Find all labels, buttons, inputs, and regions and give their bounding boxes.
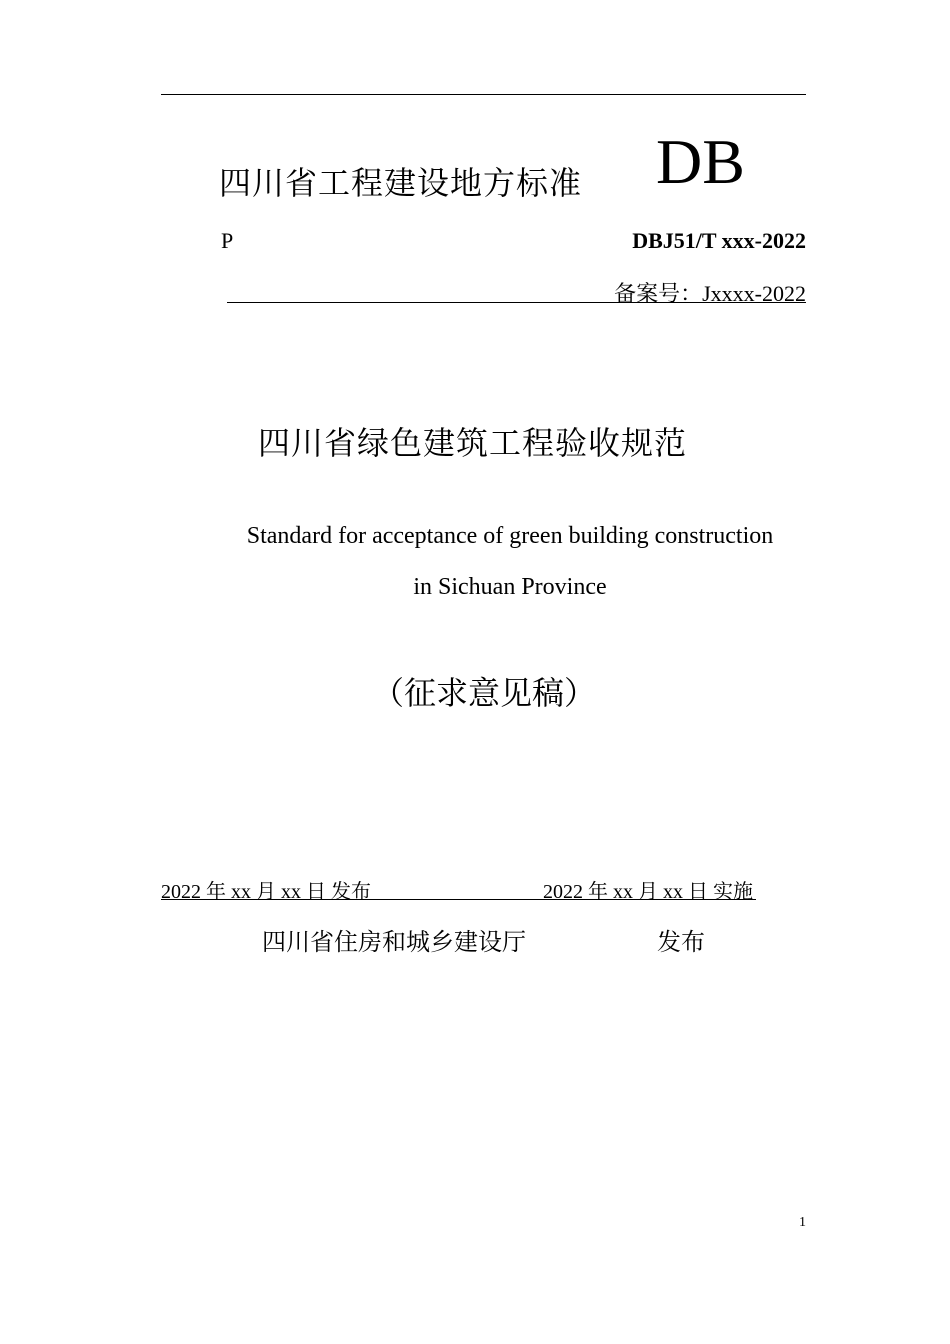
record-number: 备案号：Jxxxx-2022 bbox=[614, 281, 806, 306]
dates-line bbox=[161, 875, 756, 903]
document-title-chinese: 四川省绿色建筑工程验收规范 bbox=[258, 425, 688, 461]
p-mark: P bbox=[221, 228, 234, 253]
db-code-mark: DB bbox=[656, 126, 745, 197]
effective-date: 2022 年 xx 月 xx 日 实施 bbox=[543, 881, 753, 903]
header-top-rule bbox=[161, 94, 806, 95]
record-rule bbox=[227, 302, 806, 303]
publish-date: 2022 年 xx 月 xx 日 发布 bbox=[161, 881, 371, 903]
page-number: 1 bbox=[799, 1215, 806, 1230]
draft-note: （征求意见稿） bbox=[372, 675, 597, 711]
document-title-english-line2: in Sichuan Province bbox=[413, 574, 607, 600]
standard-number: DBJ51/T xxx-2022 bbox=[632, 228, 806, 253]
document-title-english-line1: Standard for acceptance of green building construction bbox=[246, 523, 774, 549]
issue-label: 发布 bbox=[657, 930, 705, 956]
standard-category-title: 四川省工程建设地方标准 bbox=[219, 165, 583, 201]
issuer-name: 四川省住房和城乡建设厅 bbox=[262, 930, 526, 956]
